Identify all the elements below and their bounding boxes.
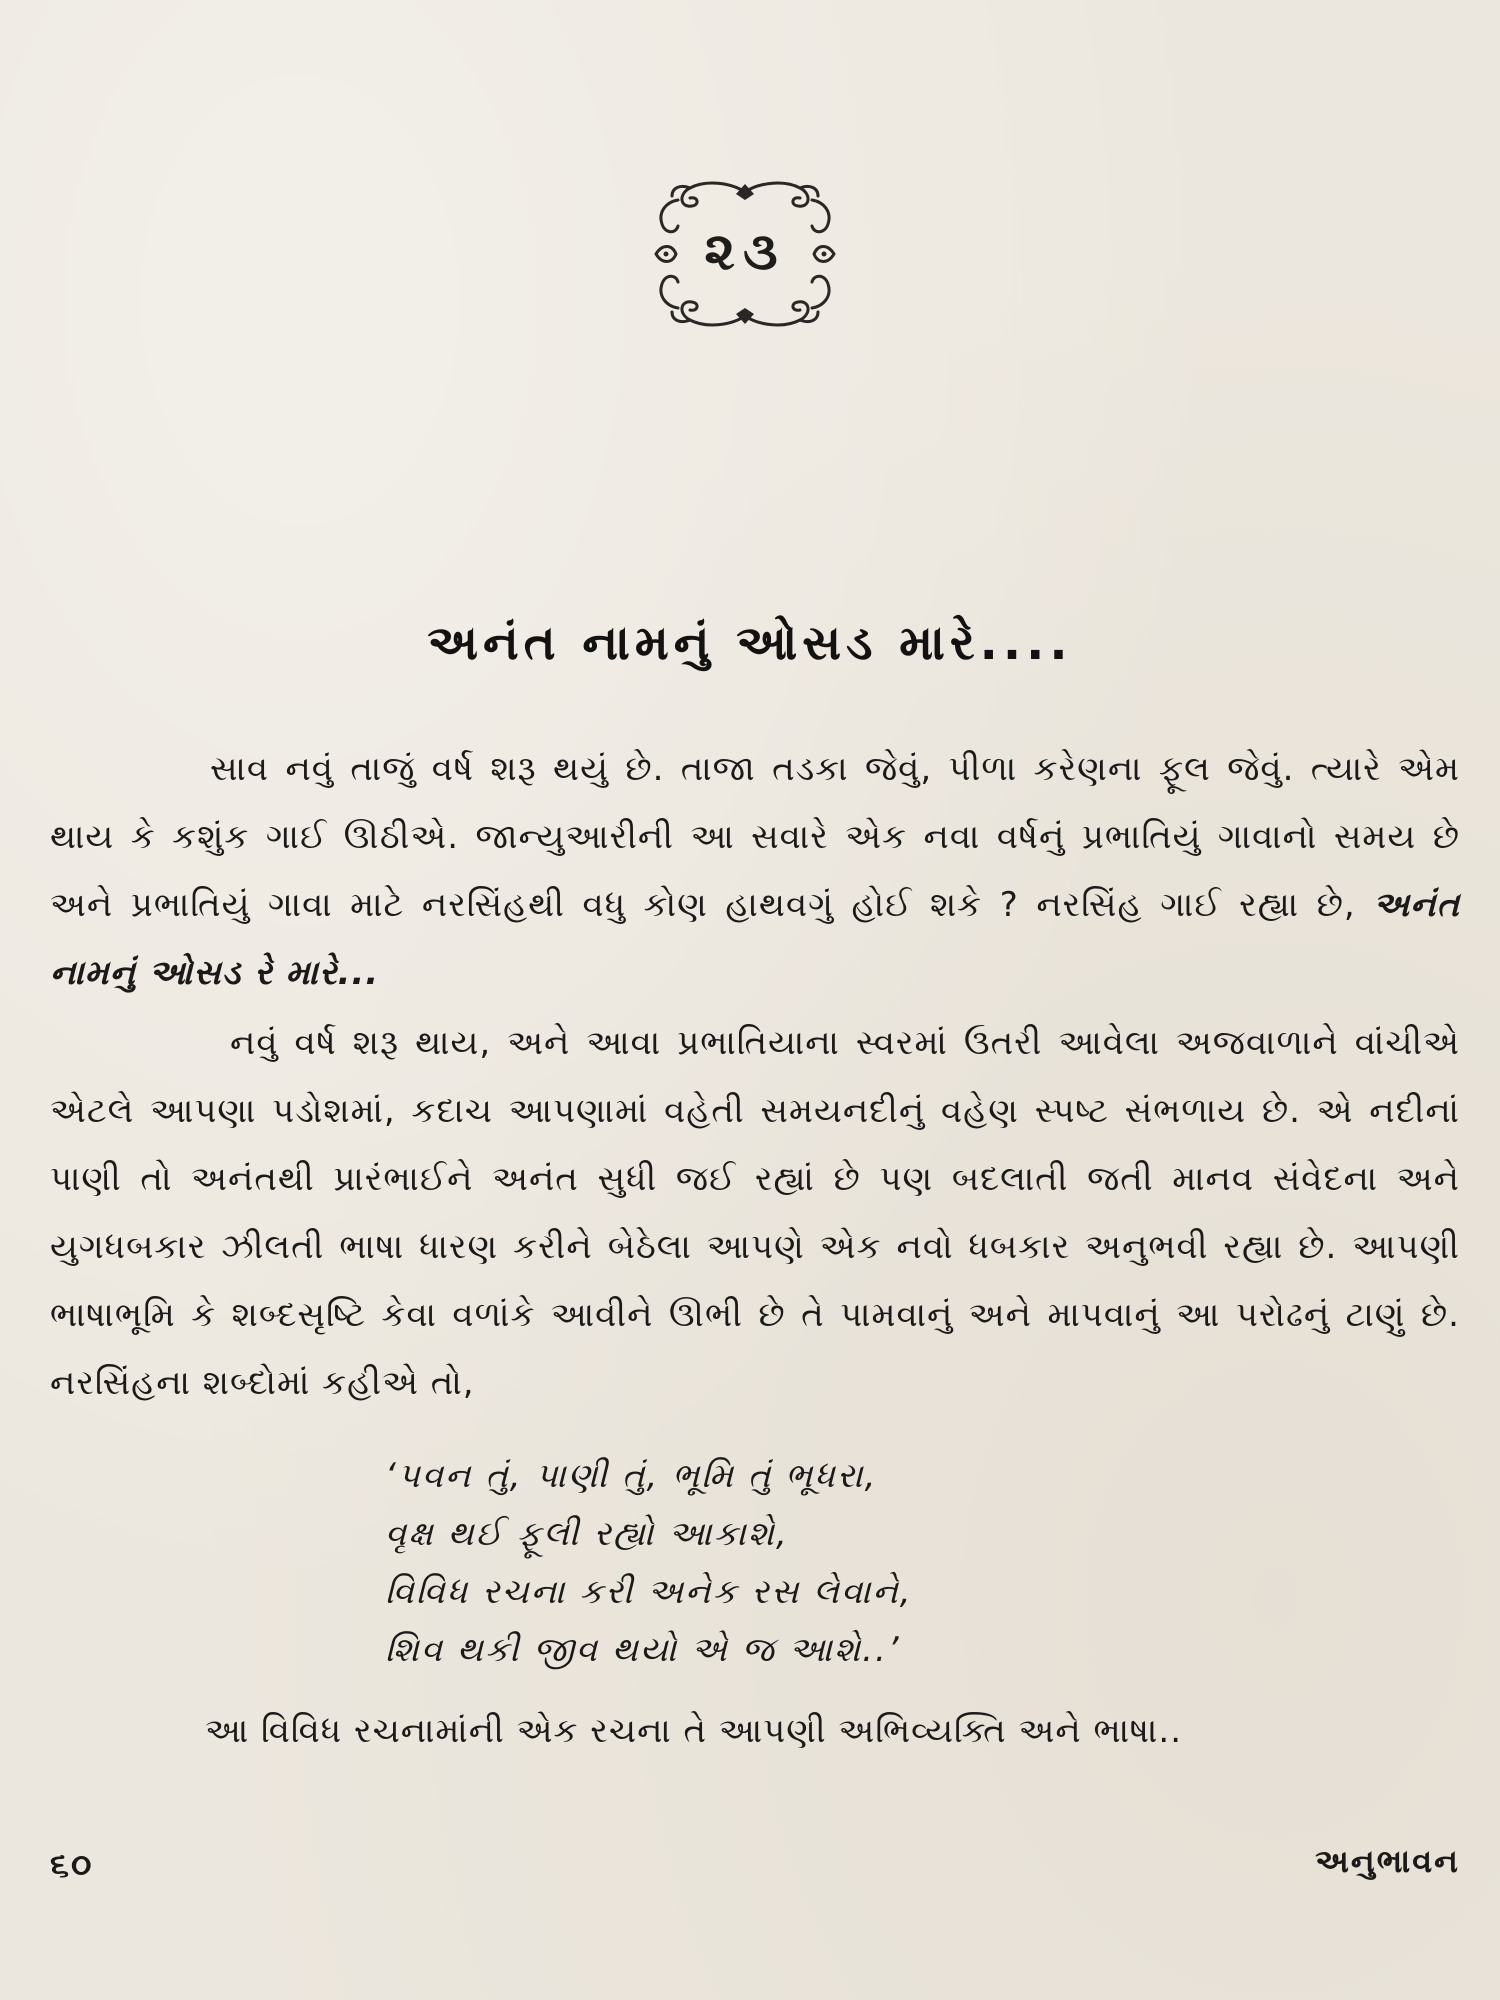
book-title-footer: અનુભાવન (1315, 1842, 1460, 1880)
verse-block (385, 1447, 1285, 1679)
article-body (50, 735, 1460, 1417)
paragraph-2: નવું વર્ષ શરૂ થાય, અને આવા પ્રભાતિયાના સ્વરમાં ઉતરી આવેલા અજવાળાને વાંચીએ એટલે આપણા પડોશમાં, કદાચ આપણામાં વહેતી સમયનદીનું વહેણ સ્પષ્ટ સંભળાય છે. એ નદીનાં પાણી તો અનંતથી પ્રારંભાઈને અનંત સુધી જઈ રહ્યાં છે પણ બદલાતી જતી માનવ સંવેદના અને યુગધબકાર ઝીલતી ભાષા ધારણ કરીને બેઠેલા આપણે એક નવો ધબકાર અનુભવી રહ્યા છે. આપણી ભાષાભૂમિ કે શબ્દસૃષ્ટિ કેવા વળાંકે આવીને ઊભી છે તે પામવાનું અને માપવાનું આ પરોઢનું ટાણું છે. નરસિંહના શબ્દોમાં કહીએ તો, (50, 1023, 1460, 1403)
page-number: ૬૦ (50, 1845, 94, 1885)
chapter-title: અનંત નામનું ઓસડ મારે.... (427, 615, 1073, 671)
paragraph-1 (50, 735, 1460, 1007)
verse-line: વિવિધ રચના કરી અનેક રસ લેવાને, (385, 1572, 913, 1612)
closing-line: આ વિવિધ રચનામાંની એક રચના તે આપણી અભિવ્યક્તિ અને ભાષા.. (205, 1711, 1182, 1751)
chapter-ornament (650, 178, 840, 330)
verse-line: વૃક્ષ થઈ ફૂલી રહ્યો આકાશે, (385, 1514, 789, 1554)
verse-line: શિવ થકી જીવ થયો એ જ આશે..’ (385, 1630, 901, 1670)
quoted-line-emphasis: અનંત નામનું ઓસડ રે મારે... (50, 885, 1461, 993)
paragraph-1-text: સાવ નવું તાજું વર્ષ શરૂ થયું છે. તાજા તડકા જેવું, પીળા કરેણના ફૂલ જેવું. ત્યારે એમ થાય કે કશુંક ગાઈ ઊઠીએ. જાન્યુઆરીની આ સવારે એક નવા વર્ષનું પ્રભાતિયું ગાવાનો સમય છે અને પ્રભાતિયું ગાવા માટે નરસિંહથી વધુ કોણ હાથવગું હોઈ શકે ? નરસિંહ ગાઈ રહ્યા છે, (50, 749, 1460, 925)
verse-line: ‘પવન તું, પાણી તું, ભૂમિ તું ભૂધરા, (385, 1456, 878, 1496)
chapter-number: ૨૩ (704, 222, 786, 282)
